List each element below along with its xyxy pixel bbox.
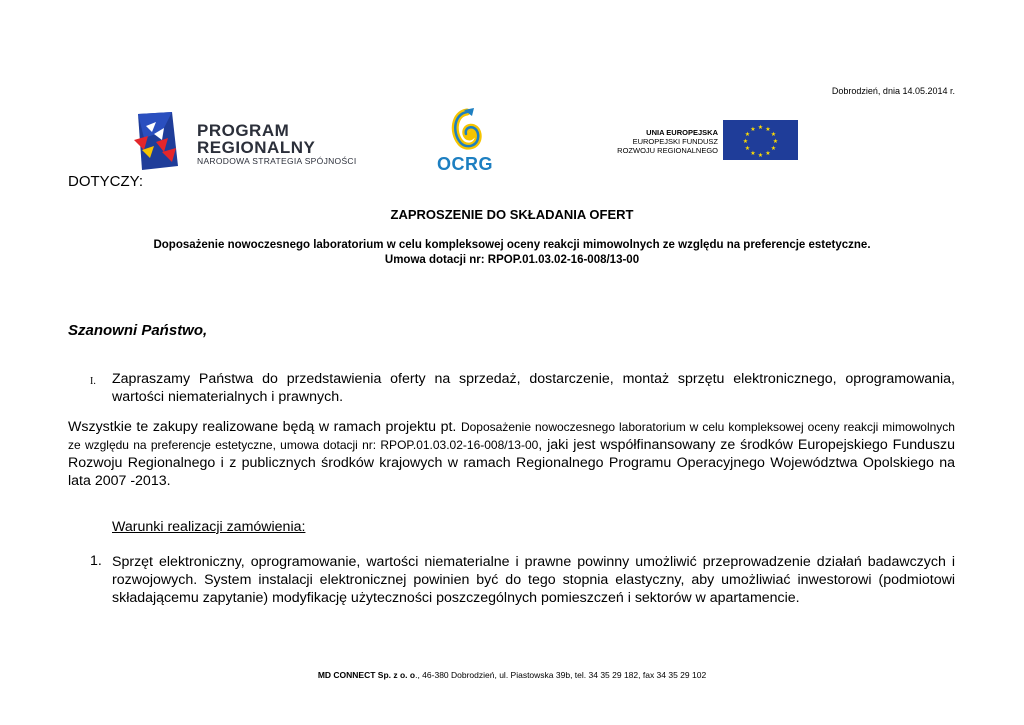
svg-text:★: ★: [757, 124, 764, 131]
conditions-heading: Warunki realizacji zamówienia:: [112, 519, 306, 535]
svg-text:★: ★: [750, 150, 756, 157]
subject-label: DOTYCZY:: [68, 173, 144, 190]
footer-details: ., 46-380 Dobrodzień, ul. Piastowska 39b, tel. 34 35 29 182, fax 34 35 29 102: [415, 670, 707, 680]
item2-text: Sprzęt elektroniczny, oprogramowanie, wartości niematerialne i prawne powinny umożliwić przeprowadzenie działań badawczych i rozwojowych. System instalacji elektronicznej powinien być do tego stopnia elastyczny, aby umożliwiać inwestorowi (podmiotowi składającemu zapytanie) modyfikację użyteczności poszczególnych pomieszczeń i sektorów w apartamencie.: [112, 554, 955, 606]
program-regionalny-line3: NARODOWA STRATEGIA SPÓJNOŚCI: [197, 156, 357, 166]
svg-text:★: ★: [744, 131, 751, 138]
project-paragraph: [68, 418, 955, 490]
svg-text:★: ★: [765, 126, 771, 133]
svg-text:★: ★: [757, 152, 764, 159]
svg-text:★: ★: [744, 145, 751, 152]
ue-line2: EUROPEJSKI FUNDUSZ: [632, 137, 718, 146]
svg-text:★: ★: [765, 150, 771, 157]
ocrg-text: OCRG: [437, 154, 493, 174]
ue-line3: ROZWOJU REGIONALNEGO: [617, 146, 718, 155]
svg-text:★: ★: [772, 138, 779, 145]
ocrg-logo: [434, 108, 500, 174]
item1-text: Zapraszamy Państwa do przedstawienia oferty na sprzedaż, dostarczenie, montaż sprzętu elektronicznego, oprogramowania, wartości niematerialnych i prawnych.: [112, 371, 955, 405]
program-regionalny-line1: PROGRAM: [197, 121, 290, 140]
svg-text:★: ★: [770, 145, 777, 152]
footer: [0, 670, 1024, 680]
document-heading: ZAPROSZENIE DO SKŁADANIA OFERT: [390, 207, 634, 222]
para-part3: , jaki jest współfinansowany ze środków Europejskiego Funduszu Rozwoju Regionalnego i z publicznych środków krajowych w ramach Regionalnego Programu Operacyjnego Województwa Opolskiego na lata 2007 -2013.: [68, 437, 955, 489]
document-subheading: [0, 238, 1024, 268]
unia-europejska-logo: [586, 120, 800, 162]
item1-number: I.: [90, 376, 96, 387]
program-regionalny-logo: [132, 110, 372, 172]
item2-number: 1.: [90, 553, 102, 569]
program-regionalny-line2: REGIONALNY: [197, 138, 316, 157]
svg-text:★: ★: [742, 138, 749, 145]
ue-line1: UNIA EUROPEJSKA: [646, 128, 718, 137]
para-part1: Wszystkie te zakupy realizowane będą w ramach projektu pt.: [68, 419, 461, 435]
program-regionalny-emblem-icon: [132, 110, 192, 172]
eu-flag-icon: [723, 120, 798, 160]
svg-text:★: ★: [750, 126, 756, 133]
date-line: Dobrodzień, dnia 14.05.2014 r.: [831, 86, 955, 96]
subheading-line2: Umowa dotacji nr: RPOP.01.03.02-16-008/13-00: [384, 254, 640, 266]
svg-text:★: ★: [770, 131, 777, 138]
para-project-title: Doposażenie nowoczesnego laboratorium w celu kompleksowej oceny reakcji mimowolnych ze względu na preferencje estetyczne, umowa dotacji nr: RPOP.01.03.02-16-008/13-00: [68, 420, 955, 452]
ocrg-emblem-icon: [434, 108, 500, 154]
footer-company: MD CONNECT Sp. z o. o: [317, 670, 416, 680]
subheading-line1: Doposażenie nowoczesnego laboratorium w celu kompleksowej oceny reakcji mimowolnych ze względu na preferencje estetyczne.: [153, 239, 871, 251]
greeting: Szanowni Państwo,: [68, 322, 208, 339]
